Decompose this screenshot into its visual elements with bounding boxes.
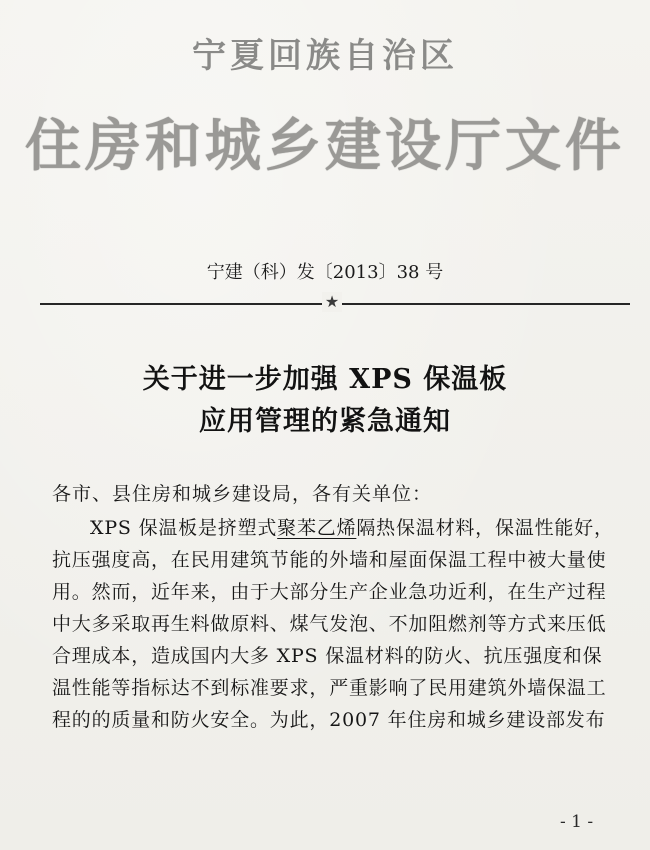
issuer-region: 宁夏回族自治区: [192, 36, 458, 76]
page-number: - 1 -: [560, 812, 594, 832]
body-text: [52, 512, 612, 736]
body-text-segment: 隔热保温材料，保温性能好，: [356, 517, 614, 539]
body-text-segment: XPS 保温板是挤塑式: [90, 517, 278, 539]
issuer-department: 住房和城乡建设厅文件: [25, 114, 625, 179]
star-icon: ★: [322, 292, 342, 312]
body-line: 抗压强度高，在民用建筑节能的外墙和屋面保温工程中被大量使: [52, 549, 607, 571]
body-line: 用。然而，近年来，由于大部分生产企业急功近利，在生产过程: [52, 581, 607, 603]
body-line: 温性能等指标达不到标准要求，严重影响了民用建筑外墙保温工: [52, 677, 607, 699]
document-title-line-1: 关于进一步加强 XPS 保温板: [142, 364, 508, 395]
body-line: 合理成本，造成国内大多 XPS 保温材料的防火、抗压强度和保: [52, 645, 603, 667]
salutation: 各市、县住房和城乡建设局，各有关单位：: [52, 483, 433, 505]
document-number: 宁建（科）发〔2013〕38 号: [206, 262, 444, 283]
body-line: [52, 512, 612, 544]
body-line: 程的的质量和防火安全。为此，2007 年住房和城乡建设部发布: [52, 709, 606, 731]
underlined-term: 聚苯乙烯: [277, 517, 357, 539]
document-title-line-2: 应用管理的紧急通知: [199, 406, 451, 437]
body-line: 中大多采取再生料做原料、煤气发泡、不加阻燃剂等方式来压低: [52, 613, 607, 635]
